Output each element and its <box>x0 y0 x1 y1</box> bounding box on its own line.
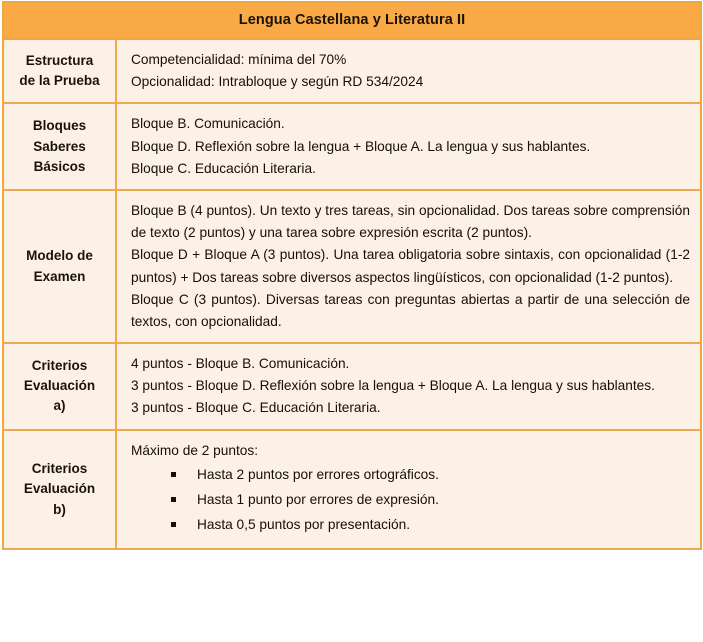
penalty-bullet-list <box>131 464 688 537</box>
row-content-bloques-saberes-basicos <box>116 103 701 190</box>
row-label-line: Evaluación <box>23 378 96 394</box>
content-line: Bloque D. Reflexión sobre la lengua + Bloque A. La lengua y sus hablantes. <box>131 138 591 154</box>
content-line: Opcionalidad: Intrabloque y según RD 534/2024 <box>131 74 424 90</box>
square-bullet-icon <box>171 497 176 502</box>
row-label-line: a) <box>53 398 66 414</box>
table-title: Lengua Castellana y Literatura II <box>3 2 701 39</box>
row-label-criterios-evaluacion-b <box>3 430 116 550</box>
content-line: 3 puntos - Bloque C. Educación Literaria. <box>131 400 381 416</box>
row-label-modelo-de-examen <box>3 190 116 343</box>
square-bullet-icon <box>171 472 176 477</box>
row-label-line: Evaluación <box>23 481 96 497</box>
row-label-criterios-evaluacion-a <box>3 343 116 430</box>
row-label-bloques-saberes-basicos <box>3 103 116 190</box>
row-content-estructura-de-la-prueba <box>116 39 701 103</box>
content-line: Bloque B (4 puntos). Un texto y tres tareas, sin opcionalidad. Dos tareas sobre comprensión de texto (2 puntos) y una tarea sobre expresión escrita (2 puntos). <box>131 202 691 241</box>
list-item <box>171 464 688 486</box>
content-intro-line: Máximo de 2 puntos: <box>131 442 259 458</box>
content-line: 4 puntos - Bloque B. Comunicación. <box>131 356 350 372</box>
list-item <box>171 489 688 511</box>
content-line: Bloque C. Educación Literaria. <box>131 160 316 176</box>
content-line: 3 puntos - Bloque D. Reflexión sobre la lengua + Bloque A. La lengua y sus hablantes. <box>131 378 655 394</box>
row-label-line: Examen <box>33 268 86 284</box>
row-label-estructura-de-la-prueba <box>3 39 116 103</box>
row-label-line: Criterios <box>31 461 88 477</box>
list-item <box>171 514 688 536</box>
table-row <box>3 39 701 103</box>
content-line: Competencialidad: mínima del 70% <box>131 52 347 67</box>
list-item-label: Hasta 1 punto por errores de expresión. <box>197 492 439 507</box>
row-label-line: Modelo de <box>26 248 93 264</box>
row-label-line: Criterios <box>31 357 88 373</box>
row-label-line: Estructura <box>25 52 94 68</box>
content-line: Bloque B. Comunicación. <box>131 116 285 132</box>
row-label-line: b) <box>53 501 66 517</box>
table-header-row <box>3 2 701 39</box>
exam-specification-table <box>2 1 702 550</box>
row-label-line: Básicos <box>33 158 86 174</box>
table-row <box>3 343 701 430</box>
content-line: Bloque D + Bloque A (3 puntos). Una tarea obligatoria sobre sintaxis, con opcionalidad (1-2 puntos) + Dos tareas sobre diversos aspectos lingüísticos, con opcionalidad (1-2 puntos). <box>131 247 691 285</box>
row-content-criterios-evaluacion-b <box>116 430 701 550</box>
row-content-modelo-de-examen <box>116 190 701 343</box>
table-row <box>3 190 701 343</box>
table-row <box>3 430 701 550</box>
content-line: Bloque C (3 puntos). Diversas tareas con preguntas abiertas a partir de una selección de textos, con opcionalidad. <box>131 291 691 329</box>
table-row <box>3 103 701 190</box>
list-item-label: Hasta 2 puntos por errores ortográficos. <box>197 466 439 482</box>
row-label-line: Bloques <box>32 118 87 134</box>
row-label-line: Saberes <box>33 138 86 154</box>
list-item-label: Hasta 0,5 puntos por presentación. <box>197 517 411 533</box>
row-content-criterios-evaluacion-a <box>116 343 701 430</box>
row-label-line: de la Prueba <box>19 73 100 89</box>
square-bullet-icon <box>171 522 176 527</box>
